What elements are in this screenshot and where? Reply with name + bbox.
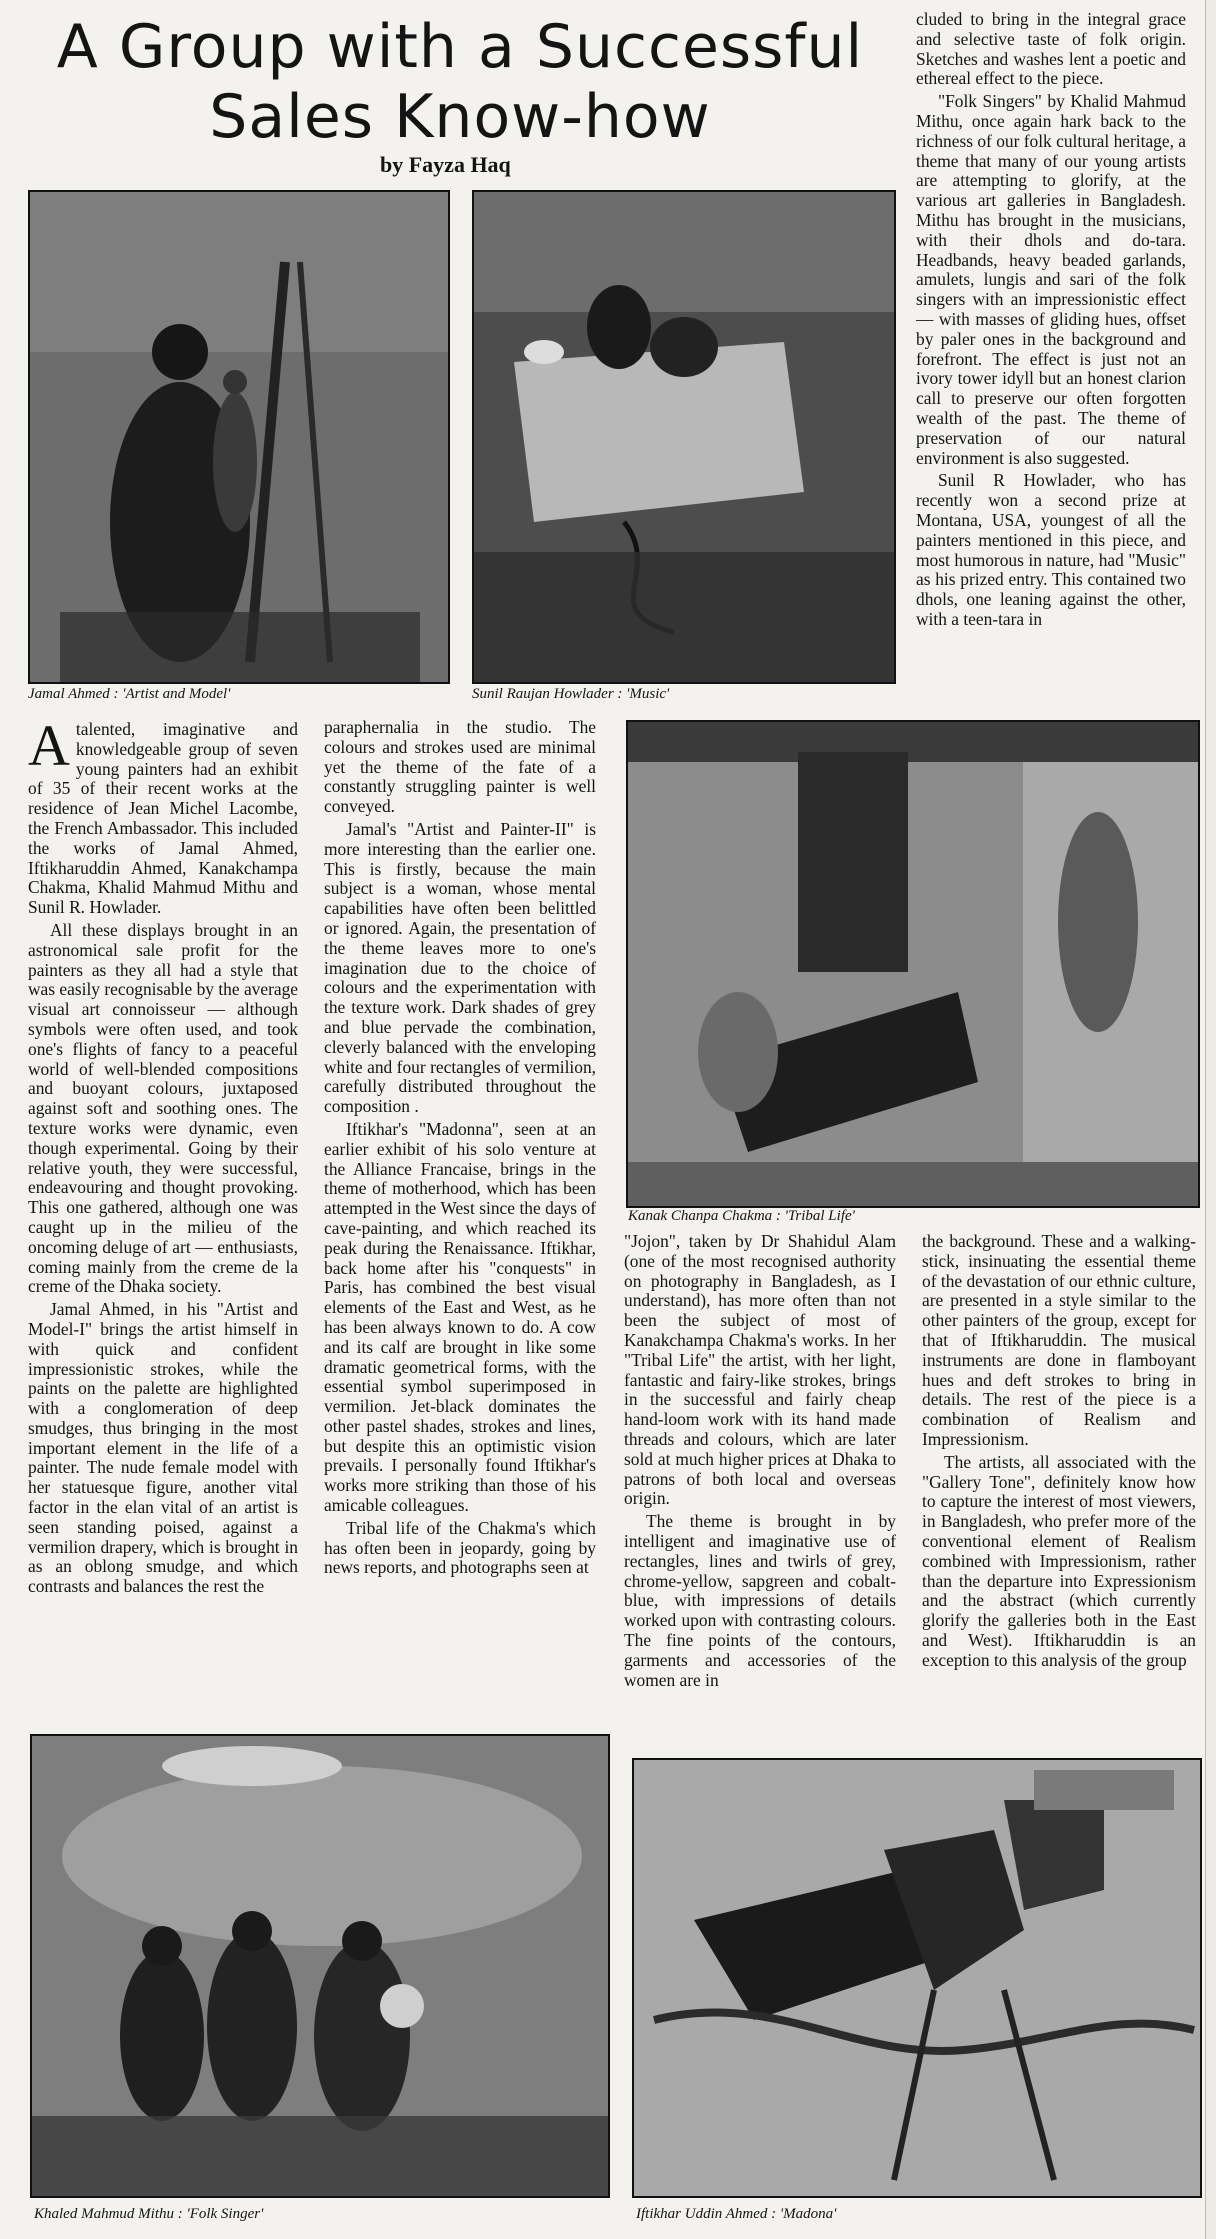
article-column-3	[624, 1232, 896, 1732]
byline: by Fayza Haq	[380, 152, 511, 177]
article-column-1	[28, 720, 298, 1732]
paragraph: paraphernalia in the studio. The colours and strokes used are minimal yet the theme of the fate of a constantly struggling painter is well conveyed.	[324, 718, 596, 817]
paragraph: cluded to bring in the integral grace and selective taste of folk origin. Sketches and washes lent a poetic and ethereal effect to the piece.	[916, 10, 1186, 89]
photo-music	[472, 190, 896, 684]
paragraph: the background. These and a walking-stick, insinuating the essential theme of the devastation of our ethnic culture, are presented in a style similar to the other painters of the group, except for that of Iftikharuddin. The musical instruments are done in flamboyant hues and deft strokes to bring in details. The rest of the piece is a combination of Realism and Impressionism.	[922, 1232, 1196, 1449]
article-column-right	[916, 10, 1186, 710]
page-edge	[1205, 0, 1216, 2239]
photo-artist-and-model	[28, 190, 450, 684]
paragraph: The theme is brought in by intelligent and imaginative use of rectangles, lines and twirls of grey, chrome-yellow, sapgreen and cobalt-blue, with impressions of details worked upon with contrasting colours. The fine points of the contours, garments and accessories of the women are in	[624, 1511, 896, 1690]
paragraph: "Folk Singers" by Khalid Mahmud Mithu, once again hark back to the richness of our folk cultural heritage, a theme that many of our young artists are attempting to glorify, at the various art galleries in Bangladesh. Mithu has brought in the musicians, with their dhols and do-tara. Headbands, heavy beaded garlands, amulets, lungis and sari of the folk singers with an impressionistic effect — with masses of gliding hues, offset by paler ones in the background and forefront. The effect is just not an ivory tower idyll but an honest clarion call to preserve our often forgotten wealth of the past. The theme of preservation of our natural environment is also suggested.	[916, 91, 1186, 468]
caption-jamal: Jamal Ahmed : 'Artist and Model'	[28, 686, 231, 702]
headline	[20, 12, 900, 152]
photo-tribal-life	[626, 720, 1200, 1208]
photo-folk-singer	[30, 1734, 610, 2198]
dropcap: A	[28, 720, 70, 778]
headline-line-2: Sales Know-how	[209, 82, 711, 152]
paragraph: Iftikhar's "Madonna", seen at an earlier exhibit of his solo venture at the Alliance Francaise, brings in the theme of motherhood, which has been attempted in the West since the days of cave-painting, and which reached its peak during the Renaissance. Iftikhar, back home after his "conquests" in Paris, has combined the best visual elements of the East and West, as he has been always known to do. A cow and its calf are brought in like some dramatic geometrical forms, with the essential symbol superimposed in vermilion. Jet-black dominates the other pastel shades, strokes and lines, but despite this an optimistic vision prevails. I personally found Iftikhar's works more striking than those of his amicable colleagues.	[324, 1118, 596, 1516]
paragraph: Sunil R Howlader, who has recently won a second prize at Montana, USA, youngest of all the painters mentioned in this piece, and most humorous in nature, had "Music" as his prized entry. This contained two dhols, one leaning against the other, with a teen-tara in	[916, 470, 1186, 629]
article-column-4	[922, 1232, 1196, 1746]
paragraph: Tribal life of the Chakma's which has often been in jeopardy, going by news reports, and photographs seen at	[324, 1517, 596, 1578]
photo-madona	[632, 1758, 1202, 2198]
paragraph: The artists, all associated with the "Gallery Tone", definitely know how to capture the interest of most viewers, in Bangladesh, who prefer more of the conventional element of Realism combined with Impressionism, rather than the departure into Expressionism and the abstract (which currently glorify the galleries both in the East and West). Iftikharuddin is an exception to this analysis of the group	[922, 1451, 1196, 1670]
paragraph: Jamal's "Artist and Painter-II" is more interesting than the earlier one. This is firstly, because the main subject is a woman, whose mental capabilities have often been belittled or ignored. Again, the presentation of the theme leaves more to one's imagination due to the choice of colours and the experimentation with the texture work. Dark shades of grey and blue pervade the combination, cleverly balanced with the enveloping white and four rectangles of vermilion, carefully distributed throughout the composition .	[324, 818, 596, 1117]
headline-line-1: A Group with a Successful	[56, 12, 864, 82]
paragraph: "Jojon", taken by Dr Shahidul Alam (one of the most recognised authority on photography in Bangladesh, as I understand), has more often than not been the subject of most of Kanakchampa Chakma's works. In her "Tribal Life" the artist, with her light, fantastic and fairy-like strokes, brings in the successful and fairly cheap hand-loom work with its hand made threads and colours, which are later sold at much higher prices at Dhaka to patrons of both local and overseas origin.	[624, 1232, 896, 1509]
paragraph: Jamal Ahmed, in his "Artist and Model-I" brings the artist himself in with quick and confident impressionistic strokes, while the paints on the palette are highlighted with a conglomeration of deep smudges, thus bringing in the most important element in the life of a painter. The nude female model with her statuesque figure, another vital factor in the elan vital of an artist is seen standing poised, against a vermilion drapery, which is brought in as an oblong smudge, and which contrasts and balances the rest the	[28, 1299, 298, 1597]
article-column-2	[324, 718, 596, 1732]
paragraph: All these displays brought in an astronomical sale profit for the painters as they all had a style that was easily recognisable by the average visual art connoisseur — although symbols were often used, and took one's flights of fancy to a peaceful world of well-blended compositions and buoyant colours, juxtaposed against soft and soothing ones. The texture works were dynamic, even though experimental. Going by their relative youth, they were successful, endeavouring and thought provoking. This one gathered, although one was caught up in the milieu of the oncoming deluge of art — enthusiasts, coming mainly from the creme de la creme of the Dhaka society.	[28, 919, 298, 1297]
caption-khalid: Khaled Mahmud Mithu : 'Folk Singer'	[34, 2206, 264, 2222]
caption-kanak: Kanak Chanpa Chakma : 'Tribal Life'	[628, 1208, 855, 1224]
paragraph-intro	[28, 720, 298, 918]
paragraph-intro-text: talented, imaginative and knowledgeable group of seven young painters had an exhibit of 35 of their recent works at the residence of Jean Michel Lacombe, the French Ambassador. This included the works of Jamal Ahmed, Iftikharuddin Ahmed, Kanakchampa Chakma, Khalid Mahmud Mithu and Sunil R. Howlader.	[28, 720, 298, 918]
caption-iftikhar: Iftikhar Uddin Ahmed : 'Madona'	[636, 2206, 837, 2222]
caption-sunil: Sunil Raujan Howlader : 'Music'	[472, 686, 670, 702]
